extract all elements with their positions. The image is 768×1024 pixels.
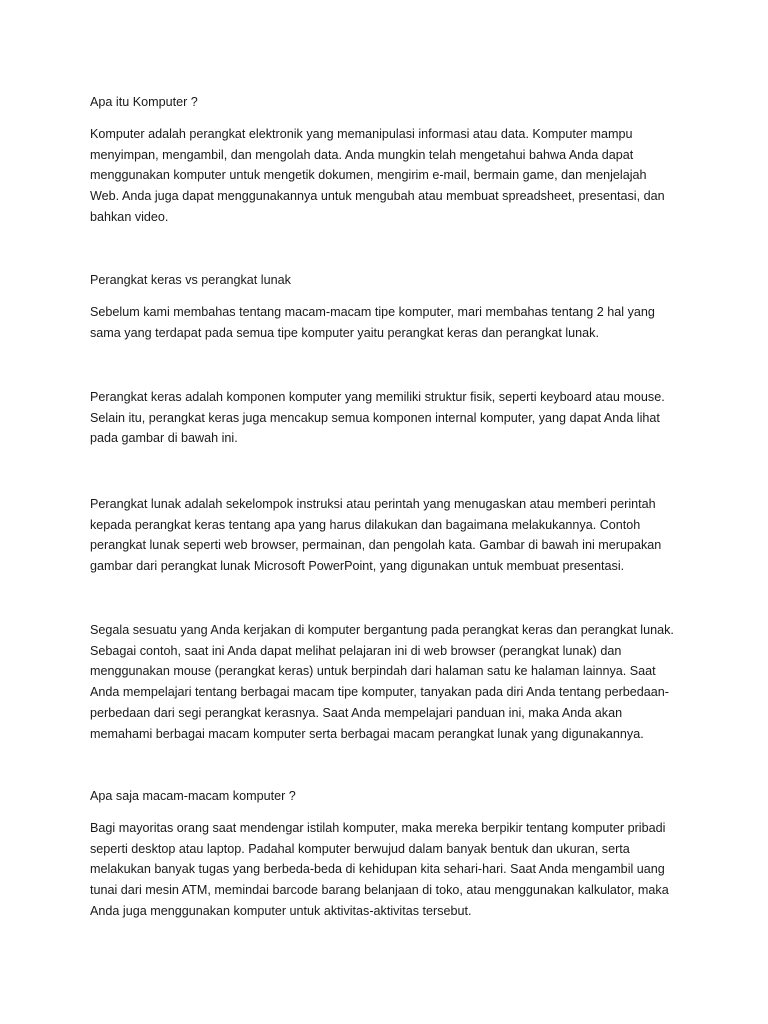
text-line: seperti desktop atau laptop. Padahal komputer berwujud dalam banyak bentuk dan ukuran, serta (90, 841, 630, 856)
text-line: bahkan video. (90, 209, 169, 224)
heading-text: Apa itu Komputer ? (90, 95, 198, 109)
paragraph-perangkat-keras (90, 387, 690, 449)
text-line: Web. Anda juga dapat menggunakannya untuk mengubah atau membuat spreadsheet, presentasi, dan (90, 189, 665, 204)
heading-macam-macam-komputer (90, 786, 690, 807)
text-line: kepada perangkat keras tentang apa yang harus dilakukan dan bagaimana melakukannya. Contoh (90, 517, 641, 532)
text-line: Anda juga menggunakan komputer untuk aktivitas-aktivitas tersebut. (90, 903, 472, 918)
heading-text: Perangkat keras vs perangkat lunak (90, 273, 291, 287)
text-line: sama yang terdapat pada semua tipe komputer yaitu perangkat keras dan perangkat lunak. (90, 325, 599, 340)
heading-apa-itu-komputer (90, 92, 690, 113)
text-line: Perangkat lunak adalah sekelompok instruksi atau perintah yang menugaskan atau memberi perintah (90, 497, 656, 511)
paragraph-pengantar-perangkat (90, 302, 690, 343)
text-line: perangkat lunak seperti web browser, permainan, dan pengolah kata. Gambar di bawah ini merupakan (90, 538, 662, 553)
text-line: menyimpan, mengambil, dan mengolah data. Anda mungkin telah mengetahui bahwa Anda dapat (90, 147, 634, 162)
text-line: Sebagai contoh, saat ini Anda dapat melihat pelajaran ini di web browser (perangkat lunak) dan (90, 643, 622, 658)
paragraph-perangkat-lunak (90, 494, 690, 577)
text-line: melakukan banyak tugas yang berbeda-beda di kehidupan kita sehari-hari. Saat Anda mengambil uang (90, 862, 665, 877)
heading-perangkat-keras-vs-lunak (90, 270, 690, 291)
text-line: tunai dari mesin ATM, memindai barcode barang belanjaan di toko, atau menggunakan kalkulator, maka (90, 883, 669, 898)
text-line: Sebelum kami membahas tentang macam-macam tipe komputer, mari membahas tentang 2 hal yang (90, 305, 655, 319)
text-line: Selain itu, perangkat keras juga mencakup semua komponen internal komputer, yang dapat Anda lihat (90, 410, 660, 425)
text-line: menggunakan komputer untuk mengetik dokumen, mengirim e-mail, bermain game, dan menjelajah (90, 168, 647, 183)
text-line: Anda mempelajari tentang berbagai macam tipe komputer, tanyakan pada diri Anda tentang perbedaan- (90, 685, 669, 700)
paragraph-definisi-komputer (90, 124, 690, 228)
text-line: memahami berbagai macam komputer serta berbagai macam perangkat lunak yang digunakannya. (90, 726, 644, 741)
text-line: menggunakan mouse (perangkat keras) untuk berpindah dari halaman satu ke halaman lainnya. Saat (90, 664, 656, 679)
text-line: perbedaan dari segi perangkat kerasnya. Saat Anda mempelajari panduan ini, maka Anda akan (90, 705, 623, 720)
text-line: Bagi mayoritas orang saat mendengar istilah komputer, maka mereka berpikir tentang komputer pribadi (90, 821, 666, 835)
text-line: gambar dari perangkat lunak Microsoft PowerPoint, yang digunakan untuk membuat presentasi. (90, 559, 625, 574)
text-line: Perangkat keras adalah komponen komputer yang memiliki struktur fisik, seperti keyboard atau mouse. (90, 390, 665, 404)
text-line: Komputer adalah perangkat elektronik yang memanipulasi informasi atau data. Komputer mampu (90, 127, 633, 141)
text-line: pada gambar di bawah ini. (90, 431, 238, 446)
paragraph-macam-komputer (90, 818, 690, 922)
text-line: Segala sesuatu yang Anda kerjakan di komputer bergantung pada perangkat keras dan perangkat lunak. (90, 623, 674, 637)
paragraph-ketergantungan (90, 620, 690, 744)
heading-text: Apa saja macam-macam komputer ? (90, 789, 296, 803)
